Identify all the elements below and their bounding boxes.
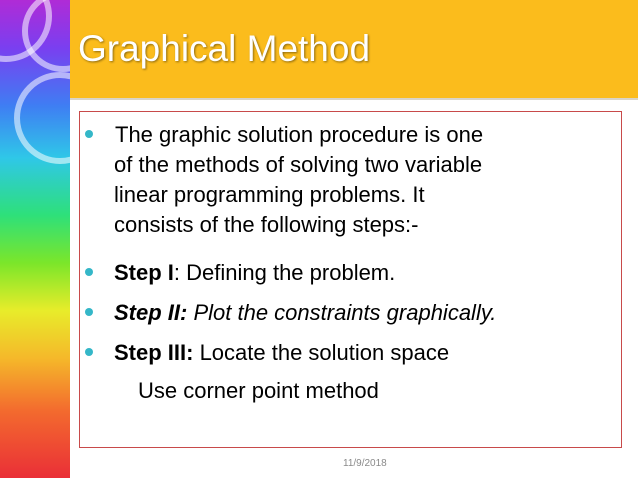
bullet-item-step-1: [85, 258, 395, 287]
bullet-text-line: linear programming problems. It: [114, 182, 425, 207]
decorative-ring: [22, 0, 70, 72]
bullet-text-line: The graphic solution procedure is one: [115, 122, 484, 147]
bullet-item-step-3: [85, 338, 449, 367]
bullet-dot-icon: [85, 130, 93, 138]
sub-line: Use corner point method: [138, 378, 379, 403]
bullet-text-line: of the methods of solving two variable: [114, 152, 483, 177]
bullet-text-line: consists of the following steps:-: [114, 212, 419, 237]
step-text: Plot the constraints graphically.: [187, 300, 497, 325]
decorative-ring: [14, 72, 70, 164]
bullet-dot-icon: [85, 268, 93, 276]
slide-title: Graphical Method: [78, 28, 371, 69]
bullet-dot-icon: [85, 308, 93, 316]
step-text: Locate the solution space: [193, 340, 450, 365]
title-divider: [70, 98, 638, 100]
step-text: : Defining the problem.: [173, 260, 396, 285]
slide-date: 11/9/2018: [343, 458, 387, 469]
step-label: Step II:: [114, 300, 188, 325]
rainbow-side-decoration: [0, 0, 70, 478]
step-label: Step III:: [114, 340, 194, 365]
bullet-item-step-2: [85, 298, 496, 327]
step-label: Step I: [114, 260, 174, 285]
bullet-dot-icon: [85, 348, 93, 356]
bullet-item: [85, 120, 483, 149]
